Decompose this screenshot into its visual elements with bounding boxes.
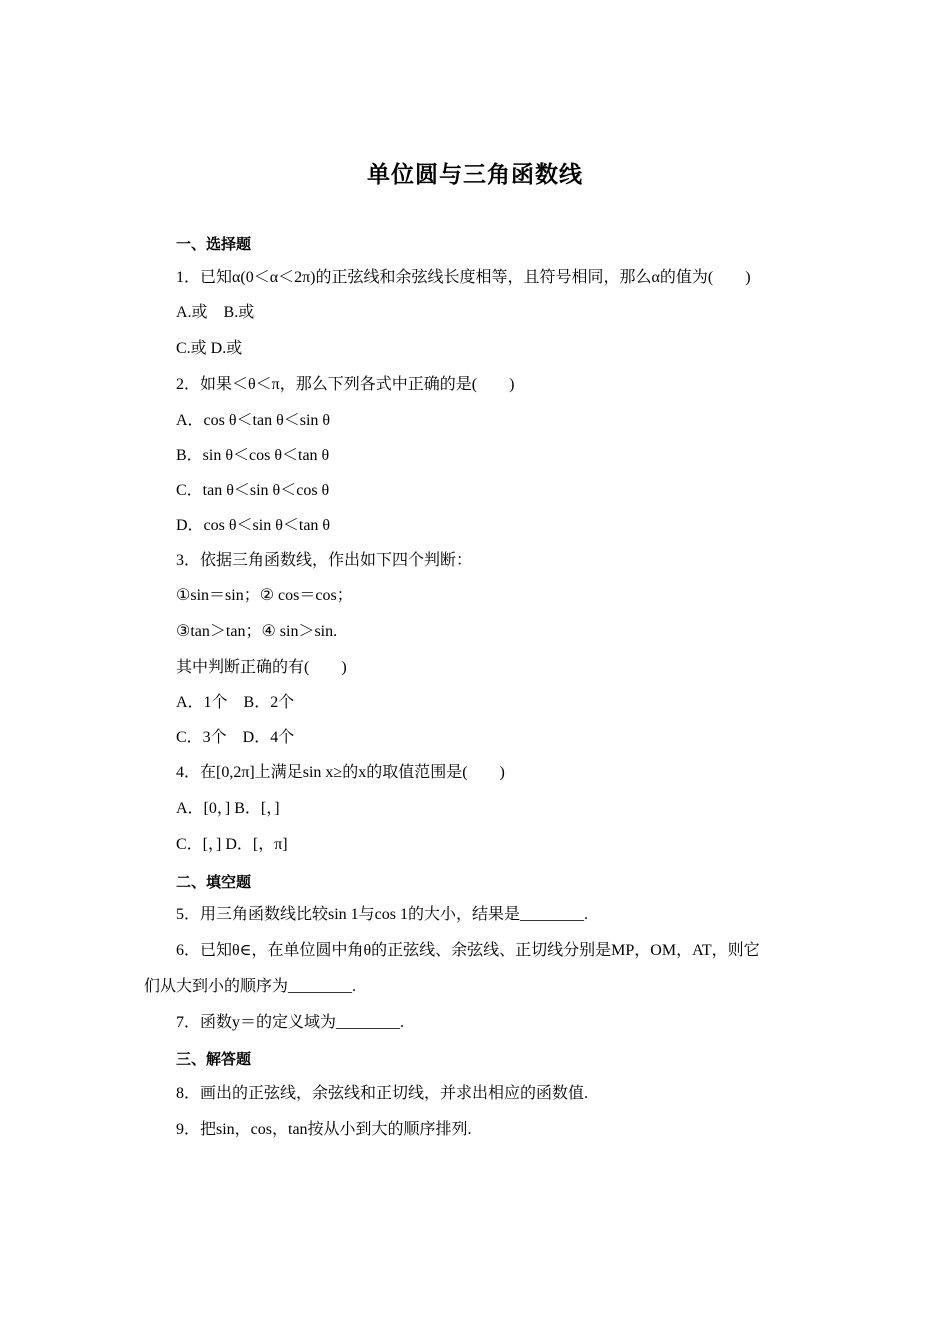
question-4: 4．在[0,2π]上满足sin x≥的x的取值范围是( ) (176, 764, 505, 781)
question-1: 1．已知α(0＜α＜2π)的正弦线和余弦线长度相等，且符号相同，那么α的值为( ) (176, 269, 751, 286)
question-3-prompt: 其中判断正确的有( ) (176, 659, 347, 676)
question-3-options-cd: C．3个 D．4个 (176, 729, 295, 746)
question-7: 7．函数y＝的定义域为________. (176, 1014, 405, 1031)
question-5: 5．用三角函数线比较sin 1与cos 1的大小，结果是________. (176, 906, 589, 923)
question-8: 8．画出的正弦线，余弦线和正切线，并求出相应的函数值. (176, 1085, 589, 1102)
question-4-options-ab: A．[0，] B．[，] (176, 800, 280, 817)
question-2-option-b: B．sin θ＜cos θ＜tan θ (176, 447, 330, 464)
question-4-options-cd: C．[，] D．[，π] (176, 836, 288, 853)
question-9: 9．把sin，cos，tan按从小到大的顺序排列. (176, 1121, 472, 1138)
question-2-option-d: D．cos θ＜sin θ＜tan θ (176, 517, 331, 534)
question-3-judgments-2: ③tan＞tan；④ sin＞sin. (176, 623, 338, 640)
question-1-options-ab: A.或 B.或 (176, 304, 255, 321)
section-heading-choice: 一、选择题 (176, 235, 252, 253)
question-3: 3．依据三角函数线，作出如下四个判断： (176, 552, 473, 569)
section-heading-answer: 三、解答题 (176, 1050, 252, 1068)
question-2-option-c: C．tan θ＜sin θ＜cos θ (176, 482, 330, 499)
page-title: 单位圆与三角函数线 (367, 162, 583, 188)
question-3-judgments-1: ①sin＝sin；② cos＝cos； (176, 587, 353, 604)
section-heading-fill: 二、填空题 (176, 873, 252, 891)
question-3-options-ab: A．1个 B．2个 (176, 694, 295, 711)
question-6-continued: 们从大到小的顺序为________. (144, 978, 357, 995)
question-6: 6．已知θ∈，在单位圆中角θ的正弦线、余弦线、正切线分别是MP，OM，AT，则它 (176, 942, 760, 959)
question-2: 2．如果＜θ＜π，那么下列各式中正确的是( ) (176, 376, 515, 393)
question-1-options-cd: C.或 D.或 (176, 340, 243, 357)
question-2-option-a: A．cos θ＜tan θ＜sin θ (176, 412, 331, 429)
